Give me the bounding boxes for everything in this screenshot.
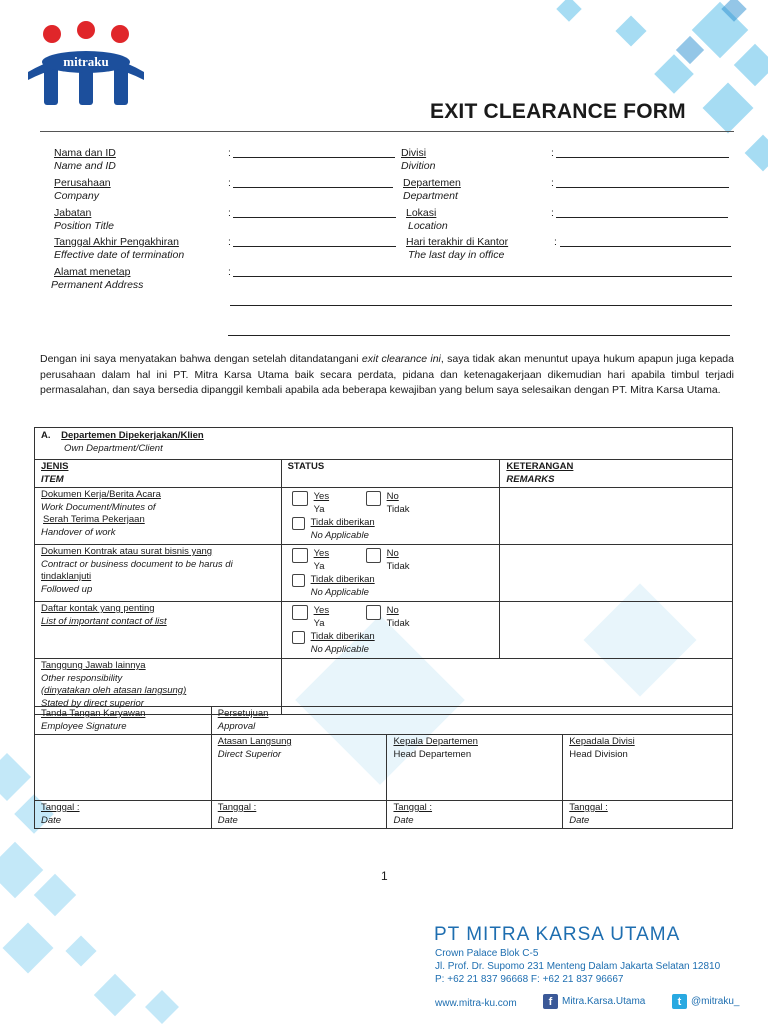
checkbox-not-applicable[interactable] bbox=[292, 517, 305, 530]
date-cell[interactable]: Tanggal : Date bbox=[387, 801, 563, 829]
input-line-address-3[interactable] bbox=[228, 335, 730, 336]
field-termination-date: Tanggal Akhir Pengakhiran Effective date of termination bbox=[54, 236, 185, 261]
input-line-name-id[interactable] bbox=[233, 157, 395, 158]
remarks-cell[interactable] bbox=[500, 602, 733, 659]
statement-paragraph: Dengan ini saya menyatakan bahwa dengan setelah ditandatangani exit clearance ini, saya tidak akan menuntut upaya hukum apapun juga kepada perusahaan dalam hal ini PT. Mitra Karsa Utama baik secara perdata, pidana dan ketenagakerjaan dikemudian hari apabila timbul terjadi permasalahan, dan saya bersedia dipanggil kembali apabila ada beberapa kewajiban yang belum saya selesaikan dengan PT. Mitra Karsa Utama. bbox=[40, 353, 734, 396]
form-title: EXIT CLEARANCE FORM bbox=[430, 100, 686, 123]
head-div-signature-box[interactable]: Kepadala Divisi Head Division bbox=[563, 735, 733, 801]
website-link[interactable]: www.mitra-ku.com bbox=[435, 998, 517, 1009]
colon: : bbox=[228, 236, 231, 248]
field-position: Jabatan Position Title bbox=[54, 207, 115, 232]
remarks-cell[interactable] bbox=[500, 488, 733, 545]
employee-signature-box[interactable] bbox=[35, 735, 212, 801]
colon: : bbox=[551, 207, 554, 219]
input-line-location[interactable] bbox=[556, 217, 728, 218]
checkbox-no[interactable] bbox=[366, 605, 381, 620]
field-division: Divisi Divition bbox=[401, 147, 436, 172]
status-cell: Yes Ya No Tidak Tidak diberikan No Applicable bbox=[281, 602, 500, 659]
superior-signature-box[interactable]: Atasan Langsung Direct Superior bbox=[211, 735, 387, 801]
colon: : bbox=[551, 147, 554, 159]
checkbox-no[interactable] bbox=[366, 491, 381, 506]
field-address: Alamat menetap Permanent Address bbox=[51, 266, 144, 291]
company-address: Crown Palace Blok C-5 Jl. Prof. Dr. Supomo 231 Menteng Dalam Jakarta Selatan 12810 P: +62 21 837 96668 F: +62 21 837 96667 bbox=[435, 948, 721, 985]
date-cell[interactable]: Tanggal : Date bbox=[35, 801, 212, 829]
field-company: Perusahaan Company bbox=[54, 177, 111, 202]
input-line-address-1[interactable] bbox=[233, 276, 732, 277]
svg-text:mitraku: mitraku bbox=[63, 54, 109, 69]
field-last-day: Hari terakhir di Kantor The last day in office bbox=[406, 236, 509, 261]
other-responsibility-cell: Tanggung Jawab lainnya Other responsibility (dinyatakan oleh atasan langsung) Stated by direct superior bbox=[35, 659, 282, 715]
table-row bbox=[35, 545, 733, 602]
title-divider bbox=[40, 131, 734, 132]
twitter-link[interactable]: t @mitraku_ bbox=[672, 994, 740, 1009]
colon: : bbox=[551, 177, 554, 189]
section-a-table bbox=[34, 427, 733, 715]
section-a-header: A. Departemen Dipekerjakan/Klien Own Department/Client bbox=[35, 428, 733, 460]
input-line-address-2[interactable] bbox=[230, 305, 732, 306]
checkbox-yes[interactable] bbox=[292, 548, 308, 563]
checkbox-yes[interactable] bbox=[292, 491, 308, 506]
field-name-id: Nama dan ID Name and ID bbox=[54, 147, 116, 172]
facebook-icon: f bbox=[543, 994, 558, 1009]
col-header-item: JENIS ITEM bbox=[35, 460, 282, 488]
colon: : bbox=[228, 147, 231, 159]
item-cell: Daftar kontak yang penting List of important contact of list bbox=[35, 602, 282, 659]
remarks-cell[interactable] bbox=[500, 545, 733, 602]
checkbox-not-applicable[interactable] bbox=[292, 574, 305, 587]
checkbox-not-applicable[interactable] bbox=[292, 631, 305, 644]
colon: : bbox=[554, 236, 557, 248]
date-cell[interactable]: Tanggal : Date bbox=[211, 801, 387, 829]
head-dept-signature-box[interactable]: Kepala Departemen Head Departemen bbox=[387, 735, 563, 801]
field-department: Departemen Department bbox=[403, 177, 461, 202]
colon: : bbox=[228, 207, 231, 219]
checkbox-yes[interactable] bbox=[292, 605, 308, 620]
date-cell[interactable]: Tanggal : Date bbox=[563, 801, 733, 829]
colon: : bbox=[228, 177, 231, 189]
input-line-department[interactable] bbox=[556, 187, 729, 188]
item-cell: Dokumen Kerja/Berita Acara Work Document/Minutes of Serah Terima Pekerjaan Handover of work bbox=[35, 488, 282, 545]
approval-header: Persetujuan Approval bbox=[211, 707, 732, 735]
signature-table bbox=[34, 706, 733, 829]
company-name: PT MITRA KARSA UTAMA bbox=[434, 924, 681, 945]
input-line-division[interactable] bbox=[556, 157, 729, 158]
input-line-last-day[interactable] bbox=[560, 246, 731, 247]
status-cell: Yes Ya No Tidak Tidak diberikan No Applicable bbox=[281, 545, 500, 602]
page-number: 1 bbox=[381, 869, 388, 883]
item-cell: Dokumen Kontrak atau surat bisnis yang Contract or business document to be harus di tindaklanjuti Followed up bbox=[35, 545, 282, 602]
input-line-company[interactable] bbox=[233, 187, 393, 188]
col-header-remarks: KETERANGAN REMARKS bbox=[500, 460, 733, 488]
checkbox-no[interactable] bbox=[366, 548, 381, 563]
input-line-termination-date[interactable] bbox=[233, 246, 396, 247]
status-cell: Yes Ya No Tidak Tidak diberikan No Applicable bbox=[281, 488, 500, 545]
field-location: Lokasi Location bbox=[406, 207, 448, 232]
twitter-icon: t bbox=[672, 994, 687, 1009]
col-header-status: STATUS bbox=[281, 460, 500, 488]
input-line-position[interactable] bbox=[233, 217, 396, 218]
colon: : bbox=[228, 266, 231, 278]
mitraku-logo bbox=[24, 20, 148, 110]
employee-signature-header: Tanda Tangan Karyawan Employee Signature bbox=[35, 707, 212, 735]
facebook-link[interactable]: f Mitra.Karsa.Utama bbox=[543, 994, 645, 1009]
table-row bbox=[35, 488, 733, 545]
table-row bbox=[35, 602, 733, 659]
